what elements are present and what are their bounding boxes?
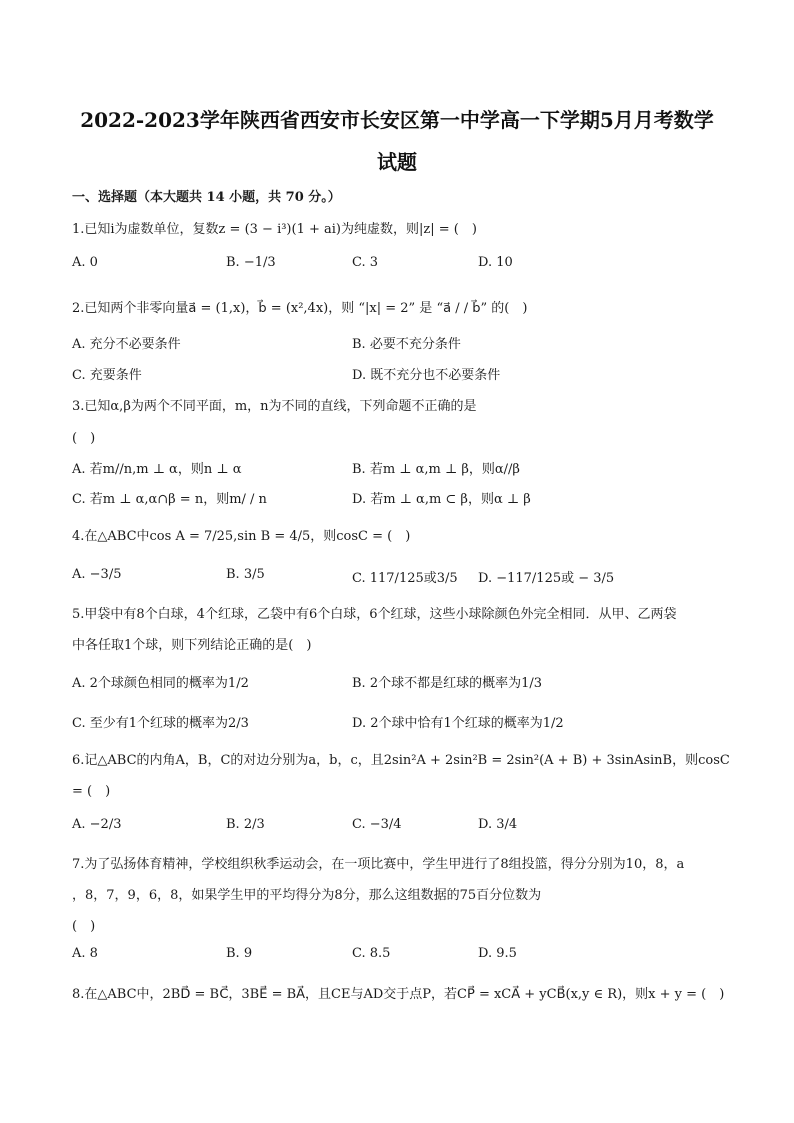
q7-option-c: C. 8.5 — [352, 946, 391, 961]
question-2-stem: 2.已知两个非零向量a⃗ = (1,x)，b⃗ = (x²,4x)，则 “|x| = 2” 是 “a⃗ / / b⃗” 的( ) — [72, 301, 528, 316]
q3-option-c: C. 若m ⊥ α,α∩β = n，则m/ / n — [72, 492, 267, 507]
q1-option-c: C. 3 — [352, 255, 379, 270]
q3-option-b: B. 若m ⊥ α,m ⊥ β，则α//β — [352, 462, 520, 477]
question-7-paren: ( ) — [72, 919, 96, 934]
q5-option-d: D. 2个球中恰有1个红球的概率为1/2 — [352, 716, 564, 731]
q7-option-a: A. 8 — [72, 946, 98, 961]
question-4-stem: 4.在△ABC中cos A = 7/25,sin B = 4/5，则cosC = ( ) — [72, 529, 411, 544]
q6-option-d: D. 3/4 — [478, 817, 518, 832]
question-1-stem: 1.已知i为虚数单位，复数z = (3 − i³)(1 + ai)为纯虚数，则|z| = ( ) — [72, 222, 477, 237]
q6-option-a: A. −2/3 — [72, 817, 122, 832]
question-8-stem: 8.在△ABC中，2BD⃗ = BC⃗，3BE⃗ = BA⃗，且CE与AD交于点P，若CP⃗ = xCA⃗ + yCB⃗(x,y ∈ R)，则x + y = ( ) — [72, 987, 725, 1002]
question-7-stem-line1: 7.为了弘扬体育精神，学校组织秋季运动会，在一项比赛中，学生甲进行了8组投篮，得分分别为10，8，a — [72, 857, 685, 872]
q2-option-c: C. 充要条件 — [72, 368, 142, 383]
question-3-stem: 3.已知α,β为两个不同平面，m，n为不同的直线，下列命题不正确的是 — [72, 399, 477, 414]
question-5-stem-line2: 中各任取1个球，则下列结论正确的是( ) — [72, 638, 312, 653]
question-5-stem-line1: 5.甲袋中有8个白球，4个红球，乙袋中有6个白球，6个红球，这些小球除颜色外完全相同．从甲、乙两袋 — [72, 607, 677, 622]
q1-option-d: D. 10 — [478, 255, 513, 270]
q3-option-d: D. 若m ⊥ α,m ⊂ β，则α ⊥ β — [352, 492, 531, 507]
q4-option-d: D. −117/125或 − 3/5 — [478, 571, 615, 586]
q7-option-b: B. 9 — [226, 946, 253, 961]
q6-option-c: C. −3/4 — [352, 817, 402, 832]
question-6-stem-line1: 6.记△ABC的内角A，B，C的对边分别为a，b，c，且2sin²A + 2sin²B = 2sin²(A + B) + 3sinAsinB，则cosC — [72, 753, 730, 768]
question-7-stem-line2: ，8，7，9，6，8，如果学生甲的平均得分为8分，那么这组数据的75百分位数为 — [72, 888, 542, 903]
q5-option-c: C. 至少有1个红球的概率为2/3 — [72, 716, 249, 731]
section-heading: 一、选择题（本大题共 14 小题，共 70 分。） — [72, 190, 341, 205]
q5-option-b: B. 2个球不都是红球的概率为1/3 — [352, 676, 543, 691]
question-3-paren: ( ) — [72, 431, 96, 446]
q4-option-c: C. 117/125或3/5 — [352, 571, 458, 586]
q2-option-d: D. 既不充分也不必要条件 — [352, 368, 501, 383]
q7-option-d: D. 9.5 — [478, 946, 517, 961]
q4-option-b: B. 3/5 — [226, 567, 265, 582]
exam-title-line2: 试题 — [377, 150, 417, 174]
q1-option-a: A. 0 — [72, 255, 98, 270]
q3-option-a: A. 若m//n,m ⊥ α，则n ⊥ α — [72, 462, 242, 477]
q1-option-b: B. −1/3 — [226, 255, 276, 270]
q6-option-b: B. 2/3 — [226, 817, 265, 832]
q2-option-a: A. 充分不必要条件 — [72, 337, 181, 352]
q4-option-a: A. −3/5 — [72, 567, 122, 582]
question-6-stem-line2: = ( ) — [72, 784, 111, 799]
q5-option-a: A. 2个球颜色相同的概率为1/2 — [72, 676, 249, 691]
q2-option-b: B. 必要不充分条件 — [352, 337, 461, 352]
exam-title-line1: 2022-2023学年陕西省西安市长安区第一中学高一下学期5月月考数学 — [80, 108, 714, 132]
